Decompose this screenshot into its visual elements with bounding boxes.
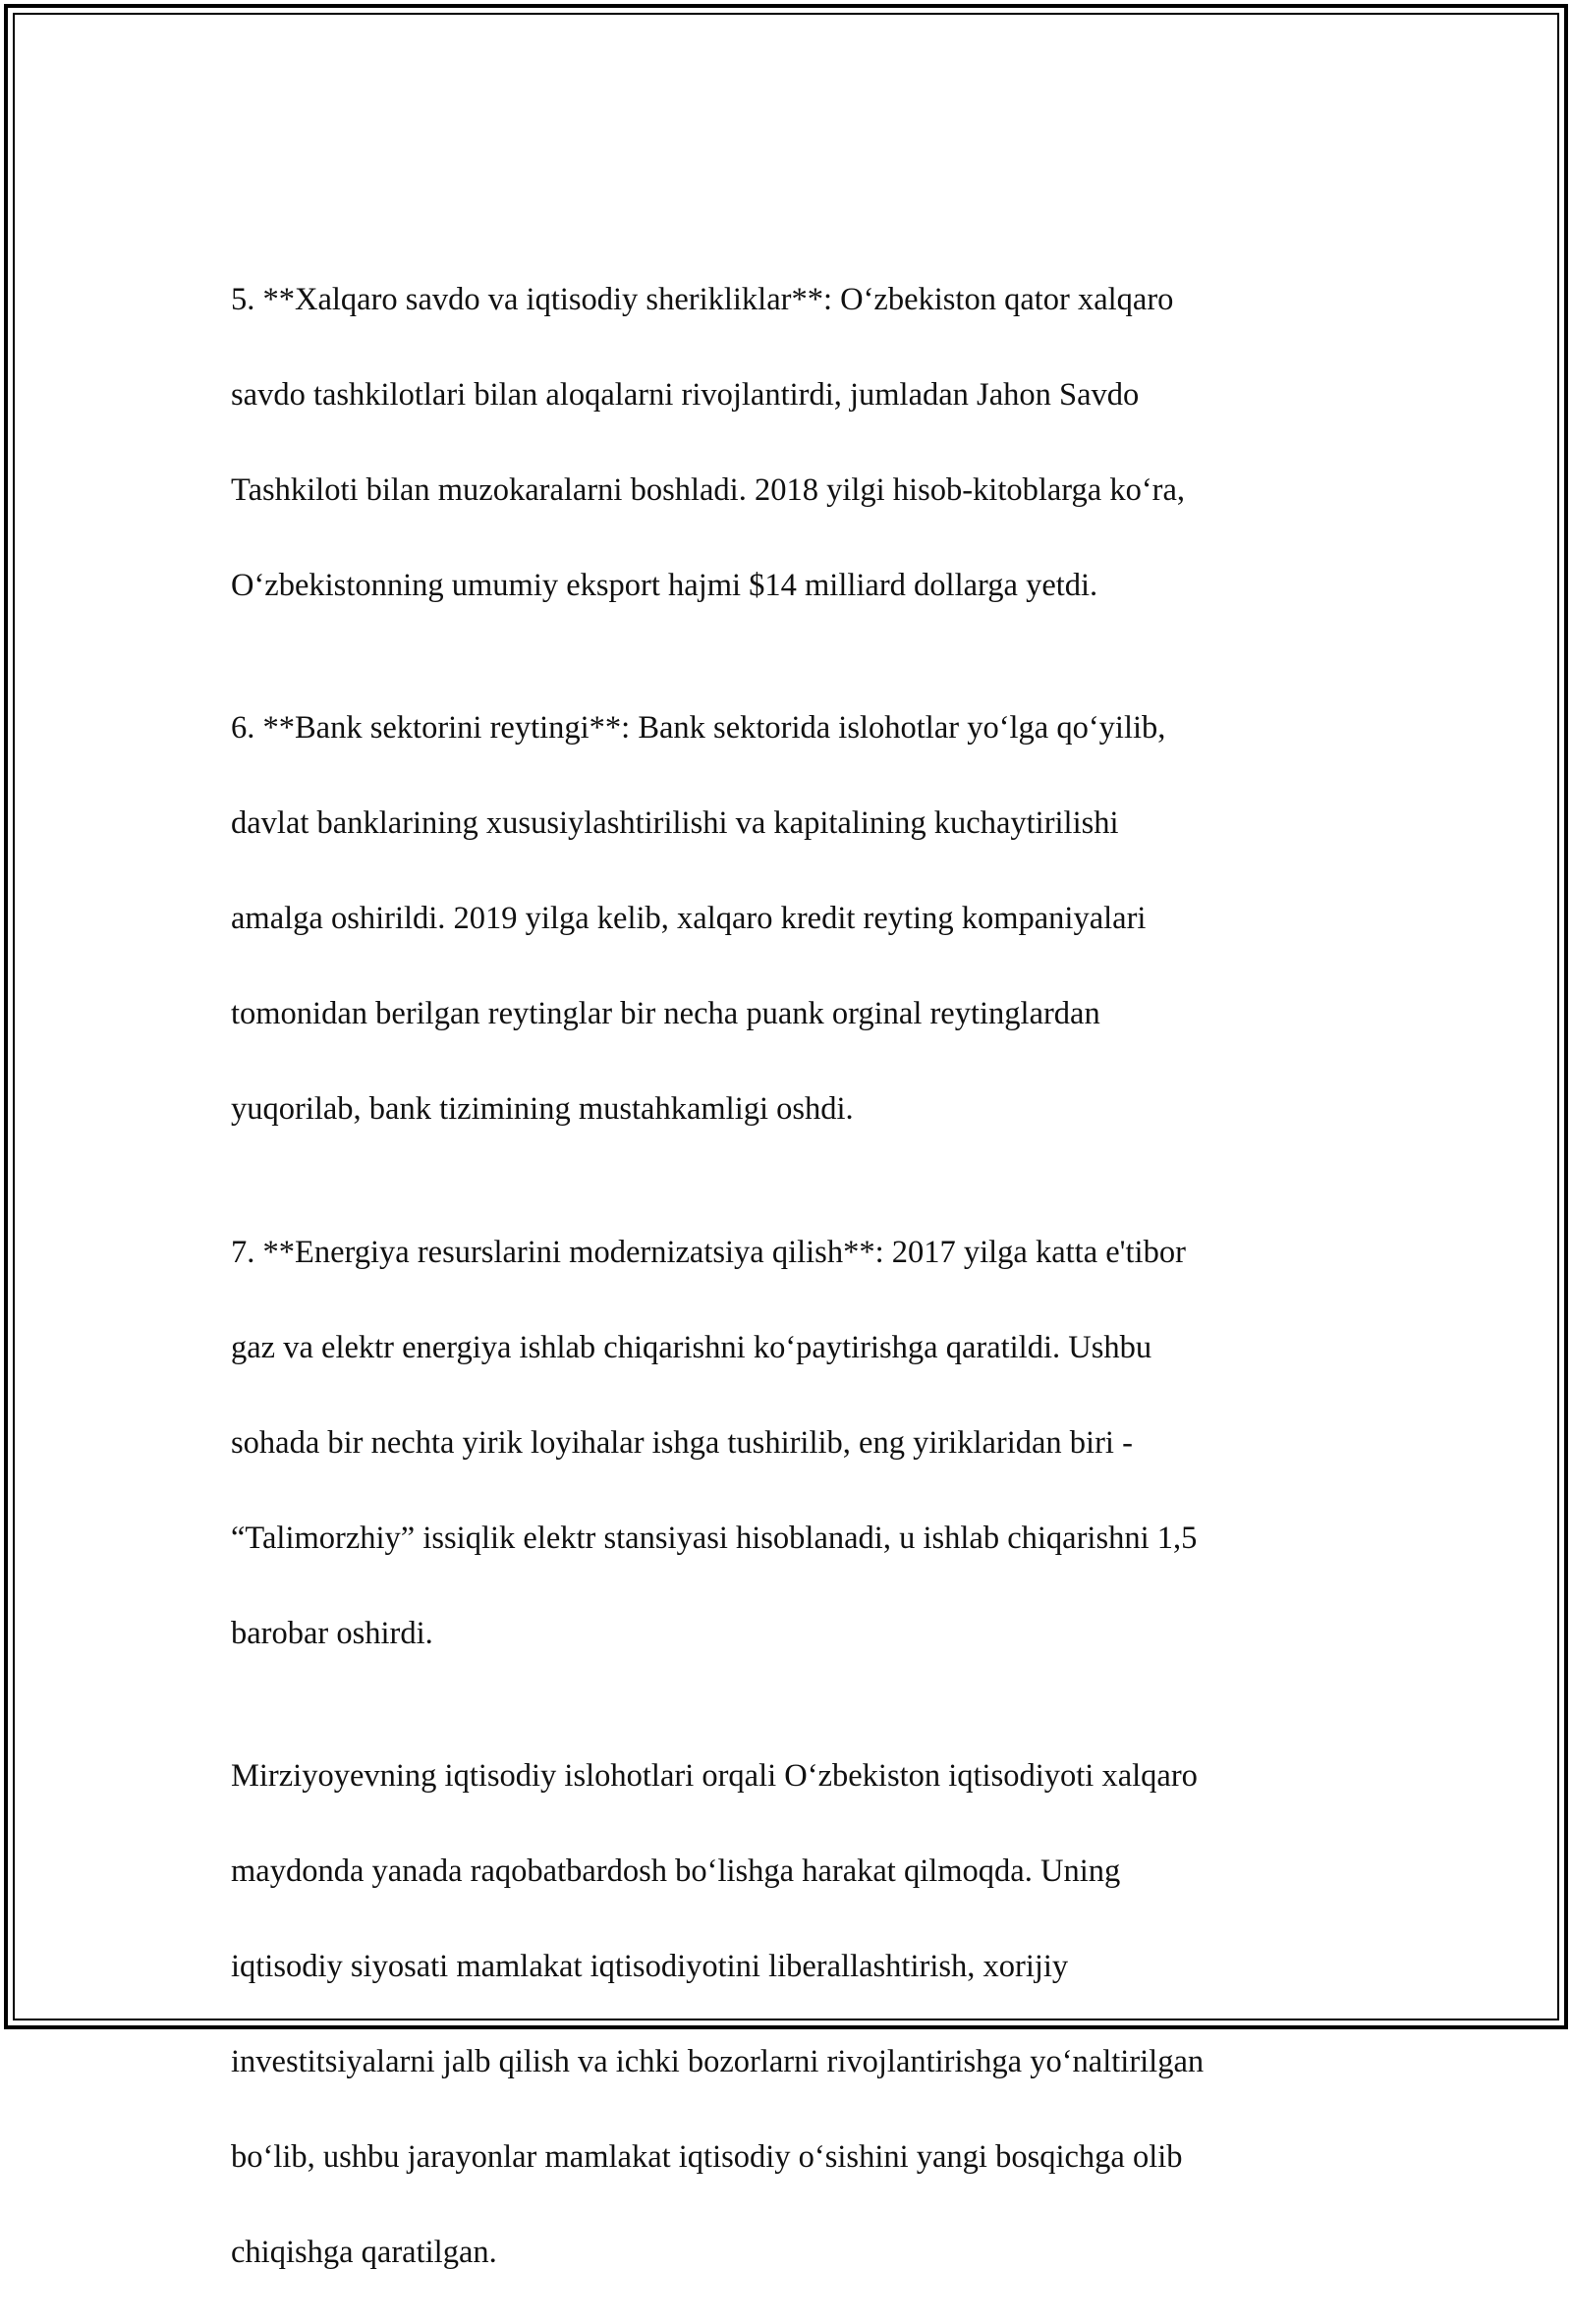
text-line: barobar oshirdi. — [231, 1615, 433, 1651]
text-line: tomonidan berilgan reytinglar bir necha puank orginal reytinglardan — [231, 996, 1100, 1031]
text-line: chiqishga qaratilgan. — [231, 2235, 497, 2270]
text-line: iqtisodiy siyosati mamlakat iqtisodiyotini liberallashtirish, xorijiy — [231, 1949, 1069, 1984]
text-line: 7. **Energiya resurslarini modernizatsiya qilish**: 2017 yilga katta e'tibor — [231, 1234, 1186, 1270]
text-line: davlat banklarining xususiylashtirilishi va kapitalining kuchaytirilishi — [231, 805, 1119, 841]
text-line: sohada bir nechta yirik loyihalar ishga tushirilib, eng yiriklaridan biri - — [231, 1424, 1133, 1461]
text-line: savdo tashkilotlari bilan aloqalarni rivojlantirdi, jumladan Jahon Savdo — [231, 376, 1140, 413]
paragraph-energy — [231, 1181, 1341, 1657]
text-line: amalga oshirildi. 2019 yilga kelib, xalqaro kredit reyting kompaniyalari — [231, 901, 1147, 936]
text-line: 5. **Xalqaro savdo va iqtisodiy sherikliklar**: O‘zbekiston qator xalqaro — [231, 281, 1174, 317]
text-line: investitsiyalarni jalb qilish va ichki bozorlarni rivojlantirishga yo‘naltirilgan — [231, 2044, 1205, 2079]
text-line: O‘zbekistonning umumiy eksport hajmi $14 milliard dollarga yetdi. — [231, 567, 1098, 603]
paragraph-bank-sector — [231, 657, 1341, 1134]
paragraph-trade-partnerships — [231, 228, 1341, 609]
paragraph-conclusion — [231, 1705, 1341, 2277]
text-line: Mirziyoyevning iqtisodiy islohotlari orqali O‘zbekiston iqtisodiyoti xalqaro — [231, 1758, 1198, 1794]
text-line: “Talimorzhiy” issiqlik elektr stansiyasi hisoblanadi, u ishlab chiqarishni 1,5 — [231, 1520, 1198, 1556]
text-line: Tashkiloti bilan muzokaralarni boshladi. 2018 yilgi hisob-kitoblarga ko‘ra, — [231, 471, 1186, 508]
document-body — [231, 228, 1341, 2324]
text-line: yuqorilab, bank tizimining mustahkamligi oshdi. — [231, 1091, 854, 1127]
text-line: bo‘lib, ushbu jarayonlar mamlakat iqtisodiy o‘sishini yangi bosqichga olib — [231, 2139, 1183, 2175]
text-line: 6. **Bank sektorini reytingi**: Bank sektorida islohotlar yo‘lga qo‘yilib, — [231, 710, 1166, 746]
text-line: maydonda yanada raqobatbardosh bo‘lishga harakat qilmoqda. Uning — [231, 1854, 1121, 1889]
text-line: gaz va elektr energiya ishlab chiqarishni ko‘paytirishga qaratildi. Ushbu — [231, 1329, 1152, 1365]
